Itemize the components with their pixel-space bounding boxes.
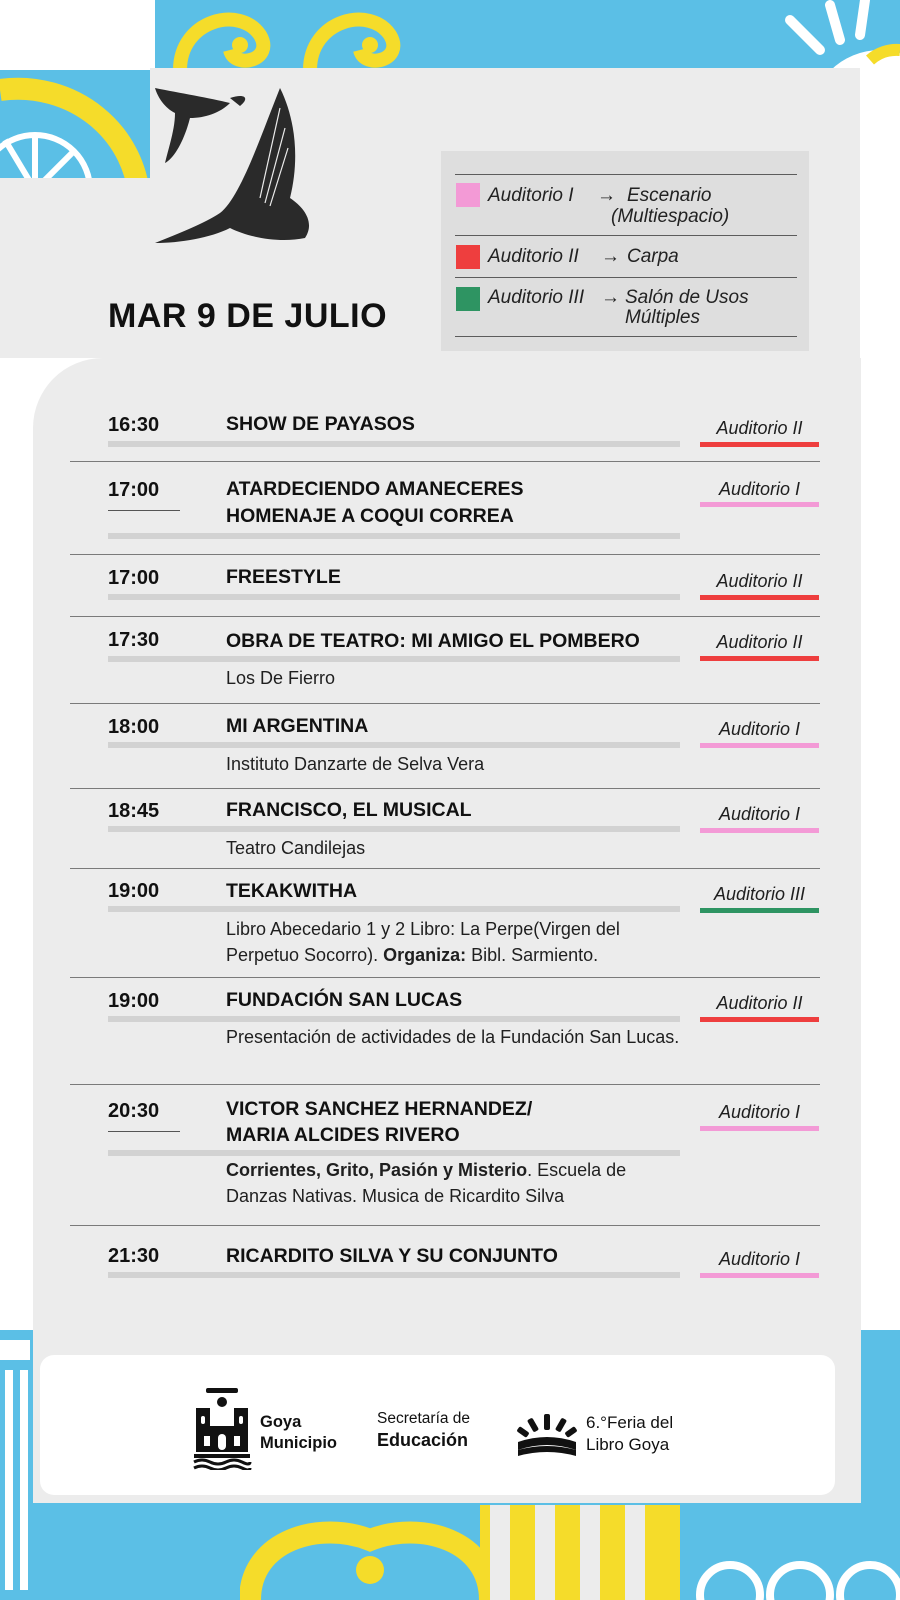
venue-color-bar [700,502,819,507]
event-title: VICTOR SANCHEZ HERNANDEZ/ [226,1098,533,1120]
event-description: Instituto Danzarte de Selva Vera [226,754,485,774]
educacion-text: Educación [377,1430,469,1450]
red-swatch [456,245,480,269]
goya-line2: Municipio [260,1434,337,1452]
event-title: FUNDACIÓN SAN LUCAS [226,989,463,1011]
goya-church-logo [192,1388,252,1470]
event-venue: Auditorio III [713,884,806,904]
event-description: Los De Fierro [226,668,336,688]
event-title: MI ARGENTINA [226,715,369,737]
goya-line1: Goya [260,1413,302,1431]
event-venue: Auditorio I [718,479,801,499]
event-title: OBRA DE TEATRO: MI AMIGO EL POMBERO [226,630,640,652]
arrow-icon: → [597,185,616,206]
event-title: TEKAKWITHA [226,880,358,902]
event-title: SHOW DE PAYASOS [226,413,415,435]
event-title: FRANCISCO, EL MUSICAL [226,799,472,821]
event-time: 19:00 [108,880,180,912]
page-title-date: MAR 9 DE JULIO [108,297,388,335]
title-underline [108,906,680,912]
event-title: FREESTYLE [226,566,341,588]
event-venue: Auditorio I [718,1102,801,1122]
secretaria-text: Secretaría de [377,1410,471,1427]
event-venue: Auditorio I [718,804,801,824]
venue-color-bar [700,908,819,913]
organizer-label: Organiza: [383,945,467,965]
event-title-line2: HOMENAJE A COQUI CORREA [226,505,514,527]
row-divider [70,977,820,978]
venue-color-bar [700,656,819,661]
venue-color-bar [700,828,819,833]
legend-to: Escenario [627,185,712,206]
feria-libro-text [586,1412,706,1456]
title-underline [108,742,680,748]
title-underline [108,533,680,539]
title-underline [108,594,680,600]
feria-line1: 6.°Feria del [586,1413,674,1432]
event-venue: Auditorio I [718,719,801,739]
title-underline [108,826,680,832]
venue-color-bar [700,1273,819,1278]
legend-to: Salón de Usos [625,287,749,308]
event-time: 18:45 [108,800,180,832]
pink-swatch [456,183,480,207]
legend-row-auditorio-ii [455,235,797,278]
venue-color-bar [700,743,819,748]
title-underline [108,1016,680,1022]
legend-to-line2: (Multiespacio) [611,206,730,227]
venue-legend [441,151,809,351]
description-text: Libro Abecedario 1 y 2 Libro: La Perpe(Virgen del Perpetuo Socorro). [226,919,620,965]
legend-from: Auditorio II [488,246,579,267]
venue-color-bar [700,1126,819,1131]
event-venue: Auditorio II [716,418,803,438]
legend-from: Auditorio III [488,287,585,308]
event-venue: Auditorio I [718,1249,801,1269]
green-swatch [456,287,480,311]
legend-to: Carpa [627,246,679,267]
legend-to-line2: Múltiples [625,307,700,328]
row-divider [70,1084,820,1085]
event-description: Teatro Candilejas [226,838,366,858]
circle-ornament [690,1500,900,1600]
description-bold: Corrientes, Grito, Pasión y Misterio [226,1160,528,1180]
venue-color-bar [700,442,819,447]
row-divider [70,868,820,869]
row-divider [70,788,820,789]
event-description [226,1157,686,1209]
row-divider [70,1225,820,1226]
legend-from: Auditorio I [488,185,574,206]
title-underline [108,1272,680,1278]
book-sunrise-logo [516,1414,578,1456]
legend-row-auditorio-i [455,174,797,235]
row-divider [70,554,820,555]
arrow-icon: → [601,287,620,308]
event-venue: Auditorio II [716,632,803,652]
event-description: Presentación de actividades de la Fundación San Lucas. [226,1027,680,1047]
yellow-scroll-ornament [160,0,410,70]
event-time: 20:30 [108,1100,180,1132]
feria-line2: Libro Goya [586,1435,670,1454]
swallows-illustration [150,78,330,258]
venue-color-bar [700,595,819,600]
goya-municipio-text [260,1412,360,1454]
event-venue: Auditorio II [716,571,803,591]
event-time: 18:00 [108,716,180,748]
row-divider [70,461,820,462]
arrow-icon: → [601,246,620,267]
organizer-name: Bibl. Sarmiento. [471,945,599,965]
event-time: 17:30 [108,629,180,661]
row-divider [70,703,820,704]
event-time: 16:30 [108,414,180,446]
event-venue: Auditorio II [716,993,803,1013]
title-underline [108,1150,680,1156]
event-title: ATARDECIENDO AMANECERES [226,478,524,500]
title-underline [108,656,680,662]
description-text: . Escuela de Danzas Nativas. Musica de Ricardito Silva [226,1160,627,1206]
row-divider [70,616,820,617]
event-time: 17:00 [108,567,180,599]
event-title-line2: MARIA ALCIDES RIVERO [226,1124,460,1146]
title-underline [108,441,680,447]
event-time: 19:00 [108,990,180,1022]
event-title: RICARDITO SILVA Y SU CONJUNTO [226,1245,558,1267]
legend-row-auditorio-iii [455,277,797,337]
event-time: 21:30 [108,1245,180,1277]
venue-color-bar [700,1017,819,1022]
event-time: 17:00 [108,479,180,511]
stripe-ornament [480,1505,680,1600]
event-description [226,916,686,968]
yellow-scroll-bottom [240,1500,510,1600]
